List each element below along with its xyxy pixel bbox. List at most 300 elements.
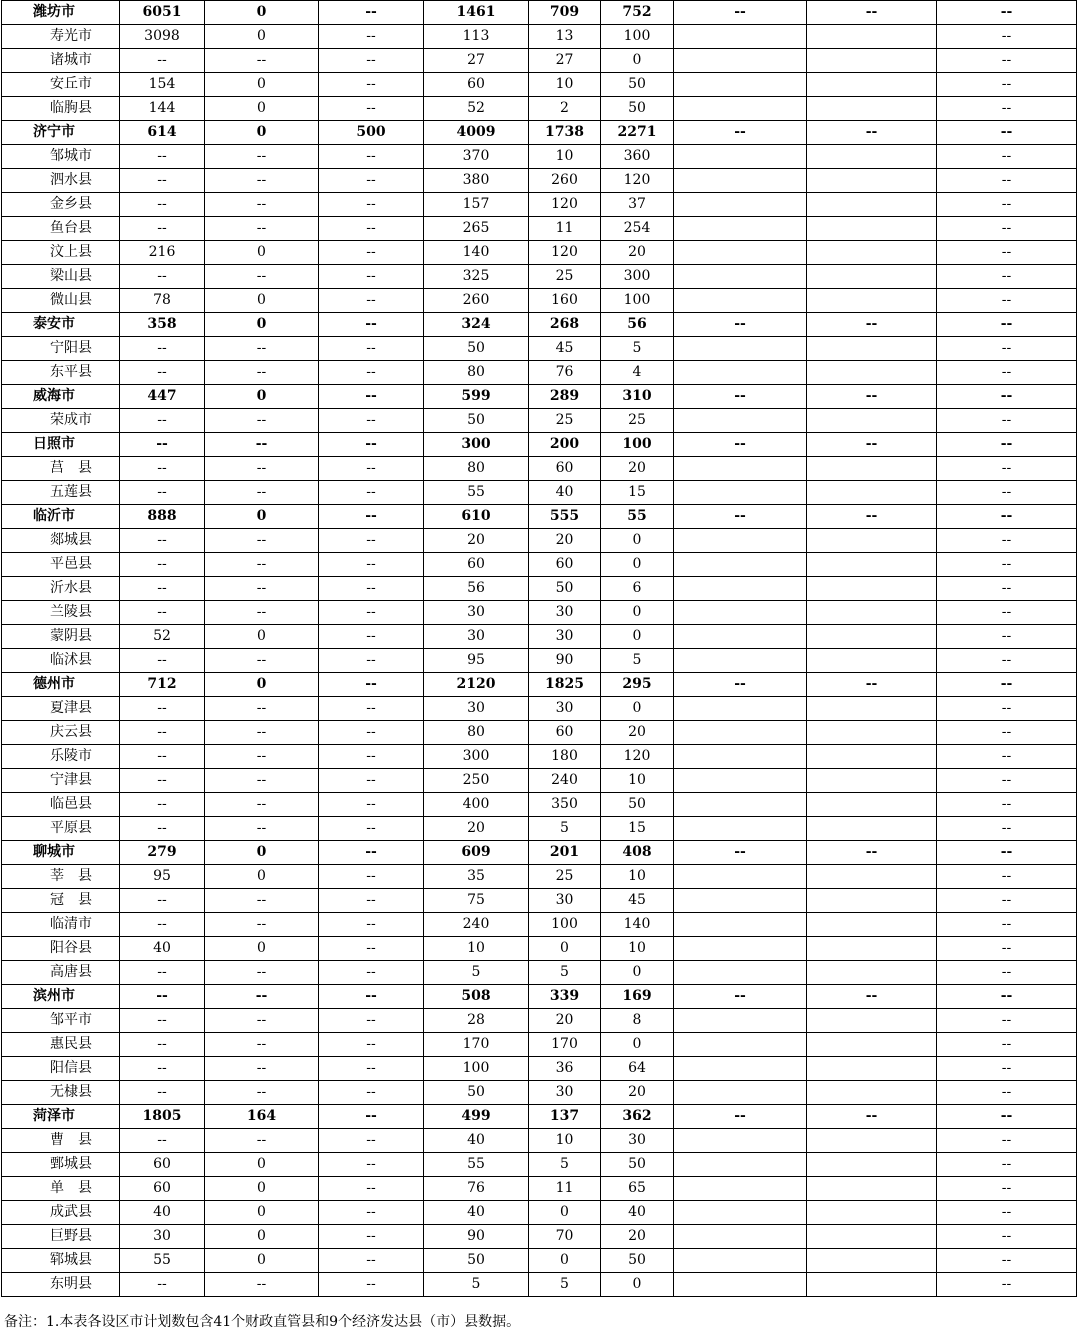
county-row	[2, 1177, 1077, 1201]
value-cell-8	[807, 193, 937, 217]
value-cell-5: 76	[529, 361, 601, 385]
value-cell-8	[807, 1273, 937, 1297]
value-cell-1: --	[120, 769, 205, 793]
value-cell-4: 508	[424, 985, 529, 1009]
region-name-cell: 临清市	[2, 913, 120, 937]
value-cell-5: 30	[529, 625, 601, 649]
value-cell-1: --	[120, 193, 205, 217]
value-cell-7: --	[674, 121, 807, 145]
value-cell-1: 60	[120, 1153, 205, 1177]
value-cell-1: --	[120, 529, 205, 553]
value-cell-2: --	[205, 145, 319, 169]
value-cell-2: 0	[205, 937, 319, 961]
value-cell-7	[674, 457, 807, 481]
value-cell-3: --	[319, 1105, 424, 1129]
value-cell-3: --	[319, 265, 424, 289]
county-row	[2, 769, 1077, 793]
value-cell-2: --	[205, 961, 319, 985]
value-cell-4: 80	[424, 361, 529, 385]
value-cell-4: 265	[424, 217, 529, 241]
value-cell-7	[674, 49, 807, 73]
value-cell-5: 45	[529, 337, 601, 361]
value-cell-5: 36	[529, 1057, 601, 1081]
value-cell-1: --	[120, 1033, 205, 1057]
value-cell-3: --	[319, 553, 424, 577]
value-cell-3: --	[319, 433, 424, 457]
county-row	[2, 265, 1077, 289]
value-cell-1: --	[120, 337, 205, 361]
value-cell-5: 240	[529, 769, 601, 793]
value-cell-4: 55	[424, 1153, 529, 1177]
value-cell-1: --	[120, 217, 205, 241]
county-row	[2, 361, 1077, 385]
value-cell-8	[807, 889, 937, 913]
value-cell-2: --	[205, 337, 319, 361]
value-cell-9: --	[937, 1225, 1077, 1249]
value-cell-6: 120	[601, 745, 674, 769]
region-name-cell: 蒙阴县	[2, 625, 120, 649]
value-cell-9: --	[937, 1033, 1077, 1057]
county-row	[2, 481, 1077, 505]
value-cell-8	[807, 25, 937, 49]
value-cell-4: 599	[424, 385, 529, 409]
value-cell-8: --	[807, 1105, 937, 1129]
value-cell-4: 30	[424, 625, 529, 649]
value-cell-4: 20	[424, 529, 529, 553]
value-cell-8	[807, 241, 937, 265]
value-cell-8	[807, 961, 937, 985]
value-cell-4: 80	[424, 721, 529, 745]
value-cell-7	[674, 265, 807, 289]
value-cell-1: --	[120, 1057, 205, 1081]
county-row	[2, 1249, 1077, 1273]
value-cell-7: --	[674, 985, 807, 1009]
value-cell-1: 712	[120, 673, 205, 697]
value-cell-7	[674, 1129, 807, 1153]
value-cell-6: 0	[601, 553, 674, 577]
value-cell-7	[674, 697, 807, 721]
value-cell-5: 20	[529, 1009, 601, 1033]
value-cell-2: 0	[205, 673, 319, 697]
value-cell-7	[674, 289, 807, 313]
value-cell-6: 64	[601, 1057, 674, 1081]
value-cell-6: 40	[601, 1201, 674, 1225]
value-cell-6: 50	[601, 793, 674, 817]
value-cell-5: 30	[529, 1081, 601, 1105]
value-cell-7	[674, 1081, 807, 1105]
region-name-cell: 郓城县	[2, 1249, 120, 1273]
value-cell-5: 5	[529, 1153, 601, 1177]
value-cell-3: --	[319, 457, 424, 481]
value-cell-4: 325	[424, 265, 529, 289]
value-cell-2: 0	[205, 1177, 319, 1201]
value-cell-7	[674, 193, 807, 217]
value-cell-1: 1805	[120, 1105, 205, 1129]
value-cell-2: --	[205, 601, 319, 625]
value-cell-1: 40	[120, 1201, 205, 1225]
value-cell-2: --	[205, 529, 319, 553]
value-cell-8	[807, 1153, 937, 1177]
value-cell-7	[674, 1201, 807, 1225]
value-cell-7: --	[674, 385, 807, 409]
value-cell-8	[807, 649, 937, 673]
value-cell-5: 10	[529, 73, 601, 97]
value-cell-8	[807, 217, 937, 241]
value-cell-7: --	[674, 1, 807, 25]
county-row	[2, 865, 1077, 889]
value-cell-6: 20	[601, 241, 674, 265]
county-row	[2, 1057, 1077, 1081]
value-cell-5: 709	[529, 1, 601, 25]
value-cell-7	[674, 577, 807, 601]
value-cell-1: 52	[120, 625, 205, 649]
value-cell-3: --	[319, 241, 424, 265]
value-cell-6: 408	[601, 841, 674, 865]
table-body	[2, 1, 1077, 1297]
value-cell-3: --	[319, 937, 424, 961]
value-cell-9: --	[937, 697, 1077, 721]
value-cell-1: --	[120, 577, 205, 601]
value-cell-3: --	[319, 1033, 424, 1057]
value-cell-3: --	[319, 289, 424, 313]
value-cell-4: 52	[424, 97, 529, 121]
region-name-cell: 宁阳县	[2, 337, 120, 361]
region-name-cell: 安丘市	[2, 73, 120, 97]
value-cell-1: --	[120, 697, 205, 721]
value-cell-4: 260	[424, 289, 529, 313]
value-cell-9: --	[937, 1153, 1077, 1177]
value-cell-1: 30	[120, 1225, 205, 1249]
value-cell-6: 45	[601, 889, 674, 913]
value-cell-8	[807, 745, 937, 769]
value-cell-8	[807, 145, 937, 169]
value-cell-8	[807, 289, 937, 313]
region-name-cell: 五莲县	[2, 481, 120, 505]
value-cell-8	[807, 1009, 937, 1033]
value-cell-6: 20	[601, 1081, 674, 1105]
value-cell-5: 0	[529, 1249, 601, 1273]
value-cell-6: 20	[601, 1225, 674, 1249]
city-row	[2, 985, 1077, 1009]
value-cell-5: 0	[529, 1201, 601, 1225]
value-cell-3: --	[319, 1201, 424, 1225]
value-cell-1: --	[120, 961, 205, 985]
value-cell-8	[807, 937, 937, 961]
value-cell-2: 0	[205, 121, 319, 145]
value-cell-2: 0	[205, 841, 319, 865]
value-cell-1: --	[120, 553, 205, 577]
value-cell-3: --	[319, 817, 424, 841]
value-cell-6: 4	[601, 361, 674, 385]
value-cell-8	[807, 1225, 937, 1249]
city-row	[2, 313, 1077, 337]
value-cell-1: 358	[120, 313, 205, 337]
value-cell-9: --	[937, 1201, 1077, 1225]
value-cell-9: --	[937, 385, 1077, 409]
value-cell-9: --	[937, 1249, 1077, 1273]
county-row	[2, 889, 1077, 913]
region-name-cell: 滨州市	[2, 985, 120, 1009]
value-cell-2: 0	[205, 625, 319, 649]
value-cell-9: --	[937, 673, 1077, 697]
value-cell-8	[807, 97, 937, 121]
value-cell-8: --	[807, 841, 937, 865]
region-name-cell: 聊城市	[2, 841, 120, 865]
value-cell-4: 55	[424, 481, 529, 505]
value-cell-1: --	[120, 361, 205, 385]
region-name-cell: 临邑县	[2, 793, 120, 817]
region-name-cell: 泗水县	[2, 169, 120, 193]
value-cell-6: 15	[601, 817, 674, 841]
value-cell-1: 144	[120, 97, 205, 121]
value-cell-3: --	[319, 1177, 424, 1201]
value-cell-4: 50	[424, 409, 529, 433]
value-cell-2: 0	[205, 1201, 319, 1225]
value-cell-2: 0	[205, 25, 319, 49]
value-cell-2: --	[205, 1081, 319, 1105]
region-name-cell: 汶上县	[2, 241, 120, 265]
value-cell-3: --	[319, 409, 424, 433]
region-name-cell: 诸城市	[2, 49, 120, 73]
value-cell-4: 35	[424, 865, 529, 889]
value-cell-3: --	[319, 1225, 424, 1249]
value-cell-7	[674, 481, 807, 505]
value-cell-1: 95	[120, 865, 205, 889]
value-cell-6: 30	[601, 1129, 674, 1153]
county-row	[2, 49, 1077, 73]
value-cell-1: 78	[120, 289, 205, 313]
value-cell-6: 752	[601, 1, 674, 25]
region-name-cell: 泰安市	[2, 313, 120, 337]
county-row	[2, 73, 1077, 97]
value-cell-7: --	[674, 673, 807, 697]
value-cell-9: --	[937, 913, 1077, 937]
value-cell-2: 0	[205, 289, 319, 313]
region-name-cell: 日照市	[2, 433, 120, 457]
value-cell-2: --	[205, 1273, 319, 1297]
value-cell-6: 37	[601, 193, 674, 217]
value-cell-4: 324	[424, 313, 529, 337]
value-cell-7	[674, 817, 807, 841]
value-cell-4: 370	[424, 145, 529, 169]
city-row	[2, 433, 1077, 457]
value-cell-5: 25	[529, 865, 601, 889]
county-row	[2, 217, 1077, 241]
region-name-cell: 沂水县	[2, 577, 120, 601]
value-cell-9: --	[937, 553, 1077, 577]
value-cell-5: 100	[529, 913, 601, 937]
value-cell-5: 30	[529, 697, 601, 721]
value-cell-5: 60	[529, 457, 601, 481]
value-cell-5: 90	[529, 649, 601, 673]
value-cell-3: --	[319, 529, 424, 553]
value-cell-2: 0	[205, 385, 319, 409]
region-name-cell: 荣成市	[2, 409, 120, 433]
value-cell-3: --	[319, 673, 424, 697]
value-cell-4: 1461	[424, 1, 529, 25]
value-cell-6: 295	[601, 673, 674, 697]
value-cell-8	[807, 553, 937, 577]
region-name-cell: 寿光市	[2, 25, 120, 49]
value-cell-9: --	[937, 313, 1077, 337]
value-cell-9: --	[937, 961, 1077, 985]
value-cell-1: 55	[120, 1249, 205, 1273]
value-cell-5: 0	[529, 937, 601, 961]
value-cell-1: --	[120, 145, 205, 169]
value-cell-3: --	[319, 913, 424, 937]
region-name-cell: 微山县	[2, 289, 120, 313]
value-cell-4: 80	[424, 457, 529, 481]
value-cell-9: --	[937, 73, 1077, 97]
value-cell-9: --	[937, 217, 1077, 241]
value-cell-3: --	[319, 505, 424, 529]
value-cell-1: --	[120, 265, 205, 289]
value-cell-1: --	[120, 169, 205, 193]
value-cell-4: 28	[424, 1009, 529, 1033]
value-cell-6: 0	[601, 625, 674, 649]
value-cell-9: --	[937, 889, 1077, 913]
value-cell-5: 5	[529, 1273, 601, 1297]
value-cell-1: --	[120, 721, 205, 745]
value-cell-3: 500	[319, 121, 424, 145]
value-cell-9: --	[937, 937, 1077, 961]
value-cell-4: 5	[424, 1273, 529, 1297]
value-cell-9: --	[937, 169, 1077, 193]
value-cell-7	[674, 1009, 807, 1033]
region-name-cell: 临朐县	[2, 97, 120, 121]
value-cell-3: --	[319, 625, 424, 649]
value-cell-2: --	[205, 481, 319, 505]
value-cell-2: --	[205, 409, 319, 433]
value-cell-2: --	[205, 889, 319, 913]
value-cell-1: 447	[120, 385, 205, 409]
value-cell-4: 27	[424, 49, 529, 73]
value-cell-6: 0	[601, 961, 674, 985]
value-cell-7	[674, 1249, 807, 1273]
value-cell-6: 25	[601, 409, 674, 433]
value-cell-8	[807, 169, 937, 193]
value-cell-1: --	[120, 433, 205, 457]
value-cell-2: 0	[205, 1, 319, 25]
region-name-cell: 巨野县	[2, 1225, 120, 1249]
value-cell-3: --	[319, 1249, 424, 1273]
value-cell-3: --	[319, 1, 424, 25]
value-cell-6: 100	[601, 25, 674, 49]
value-cell-8	[807, 481, 937, 505]
value-cell-1: 3098	[120, 25, 205, 49]
value-cell-6: 300	[601, 265, 674, 289]
county-row	[2, 1273, 1077, 1297]
value-cell-7: --	[674, 1105, 807, 1129]
region-name-cell: 惠民县	[2, 1033, 120, 1057]
value-cell-2: --	[205, 361, 319, 385]
value-cell-8	[807, 361, 937, 385]
value-cell-7	[674, 937, 807, 961]
value-cell-4: 95	[424, 649, 529, 673]
value-cell-1: 60	[120, 1177, 205, 1201]
value-cell-5: 5	[529, 817, 601, 841]
value-cell-6: 55	[601, 505, 674, 529]
region-name-cell: 鱼台县	[2, 217, 120, 241]
value-cell-2: --	[205, 1033, 319, 1057]
value-cell-9: --	[937, 745, 1077, 769]
value-cell-9: --	[937, 841, 1077, 865]
value-cell-9: --	[937, 25, 1077, 49]
value-cell-8	[807, 1033, 937, 1057]
value-cell-6: 65	[601, 1177, 674, 1201]
value-cell-2: --	[205, 265, 319, 289]
value-cell-7	[674, 1273, 807, 1297]
value-cell-6: 310	[601, 385, 674, 409]
region-name-cell: 阳信县	[2, 1057, 120, 1081]
value-cell-4: 250	[424, 769, 529, 793]
value-cell-7	[674, 241, 807, 265]
region-name-cell: 平原县	[2, 817, 120, 841]
county-row	[2, 601, 1077, 625]
value-cell-3: --	[319, 601, 424, 625]
value-cell-6: 140	[601, 913, 674, 937]
region-name-cell: 菏泽市	[2, 1105, 120, 1129]
value-cell-7	[674, 25, 807, 49]
value-cell-2: --	[205, 457, 319, 481]
value-cell-3: --	[319, 721, 424, 745]
value-cell-8	[807, 577, 937, 601]
value-cell-1: 279	[120, 841, 205, 865]
value-cell-4: 50	[424, 1081, 529, 1105]
region-name-cell: 庆云县	[2, 721, 120, 745]
value-cell-7: --	[674, 841, 807, 865]
value-cell-7	[674, 553, 807, 577]
region-name-cell: 威海市	[2, 385, 120, 409]
value-cell-6: 0	[601, 1273, 674, 1297]
value-cell-9: --	[937, 457, 1077, 481]
value-cell-7	[674, 913, 807, 937]
value-cell-3: --	[319, 985, 424, 1009]
value-cell-6: 2271	[601, 121, 674, 145]
county-row	[2, 241, 1077, 265]
value-cell-2: --	[205, 577, 319, 601]
value-cell-5: 50	[529, 577, 601, 601]
value-cell-1: --	[120, 601, 205, 625]
value-cell-5: 11	[529, 1177, 601, 1201]
value-cell-2: 0	[205, 241, 319, 265]
county-row	[2, 1009, 1077, 1033]
region-name-cell: 高唐县	[2, 961, 120, 985]
value-cell-1: 6051	[120, 1, 205, 25]
county-row	[2, 937, 1077, 961]
value-cell-1: --	[120, 817, 205, 841]
region-name-cell: 邹平市	[2, 1009, 120, 1033]
value-cell-2: --	[205, 793, 319, 817]
county-row	[2, 145, 1077, 169]
value-cell-9: --	[937, 121, 1077, 145]
value-cell-9: --	[937, 1, 1077, 25]
value-cell-1: --	[120, 457, 205, 481]
value-cell-7	[674, 1153, 807, 1177]
value-cell-2: --	[205, 433, 319, 457]
county-row	[2, 553, 1077, 577]
value-cell-4: 40	[424, 1129, 529, 1153]
value-cell-4: 300	[424, 433, 529, 457]
value-cell-8	[807, 1177, 937, 1201]
value-cell-3: --	[319, 49, 424, 73]
value-cell-3: --	[319, 649, 424, 673]
value-cell-3: --	[319, 1057, 424, 1081]
value-cell-7	[674, 1177, 807, 1201]
value-cell-3: --	[319, 697, 424, 721]
value-cell-1: 40	[120, 937, 205, 961]
value-cell-6: 0	[601, 1033, 674, 1057]
